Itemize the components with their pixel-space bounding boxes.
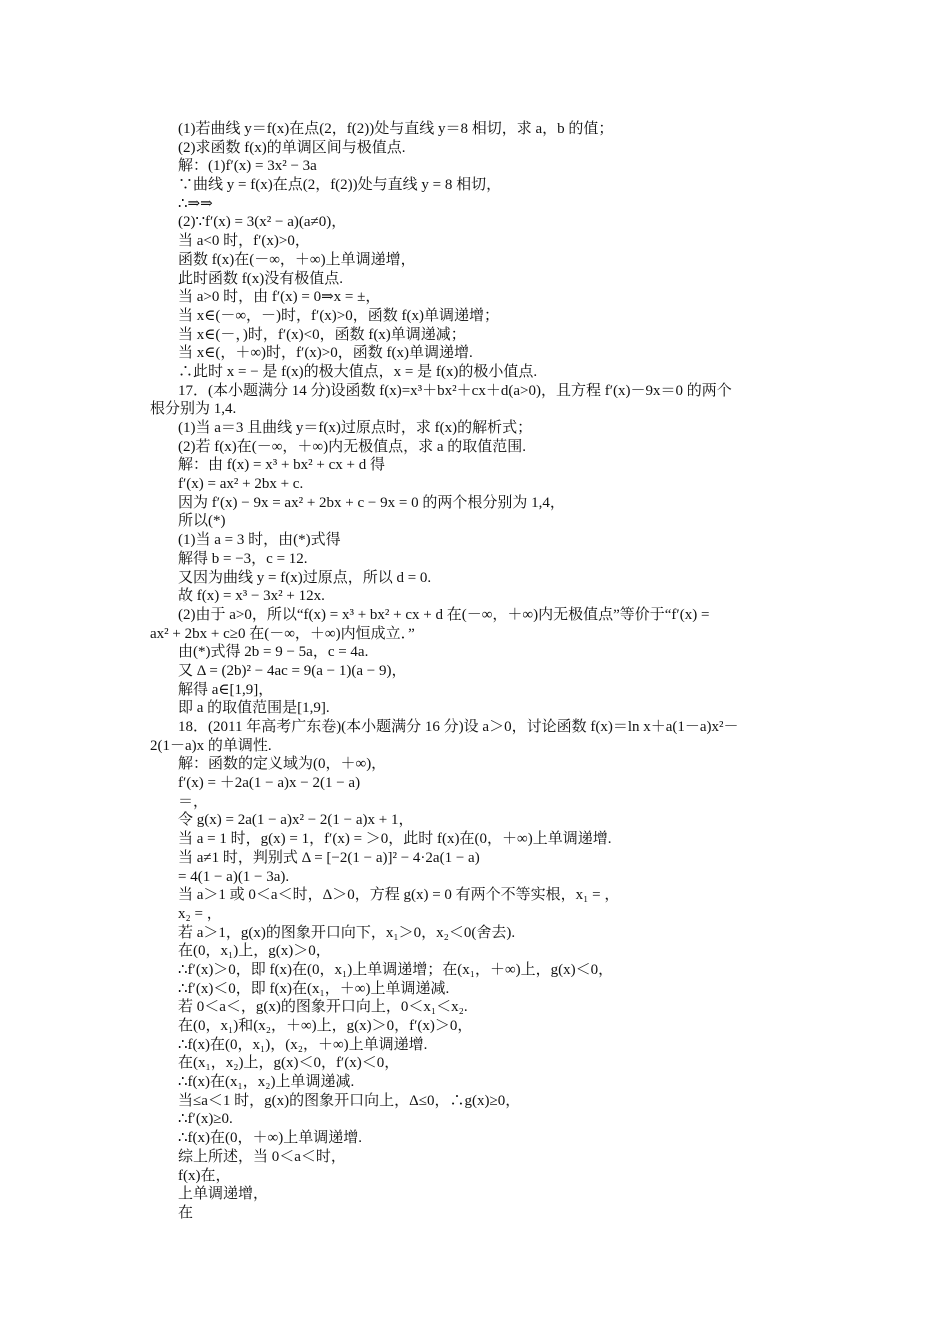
text-line: f′(x) = ax² + 2bx + c. <box>178 476 304 493</box>
text-line: 在(x₁，x₂)上，g(x)＜0，f′(x)＜0， <box>178 1055 400 1072</box>
text-line: 即 a 的取值范围是[1,9]. <box>178 700 330 717</box>
text-line: (2)求函数 f(x)的单调区间与极值点. <box>178 139 406 156</box>
text-line: (1)若曲线 y＝f(x)在点(2，f(2))处与直线 y＝8 相切，求 a，b 的值； <box>178 121 614 137</box>
text-line: 若 0＜a＜，g(x)的图象开口向上，0＜x₁＜x₂. <box>178 999 468 1016</box>
text-line: 当 a＞1 或 0＜a＜时，Δ＞0，方程 g(x) = 0 有两个不等实根，x₁ = ， <box>178 887 620 904</box>
text-line: 因为 f′(x) − 9x = ax² + 2bx + c − 9x = 0 的两个根分别为 1,4， <box>178 494 565 511</box>
text-line: 故 f(x) = x³ − 3x² + 12x. <box>178 588 325 605</box>
text-line: 又因为曲线 y = f(x)过原点，所以 d = 0. <box>178 569 432 586</box>
text-line: 综上所述，当 0＜a＜时， <box>178 1148 346 1165</box>
text-line: 当 a≠1 时，判别式 Δ = [−2(1 − a)]² − 4·2a(1 − a) <box>178 849 480 866</box>
text-line: x₂ = ， <box>178 905 222 922</box>
text-line: 17．(本小题满分 14 分)设函数 f(x)=x³＋bx²＋cx＋d(a>0)，且方程 f′(x)－9x＝0 的两个 <box>178 382 732 399</box>
text-line: 当 a<0 时，f′(x)>0， <box>178 233 310 250</box>
text-line: 当 a = 1 时，g(x) = 1，f′(x) = ＞0，此时 f(x)在(0，＋∞)上单调递增. <box>178 831 612 848</box>
text-line: 解得 b = −3，c = 12. <box>178 550 308 567</box>
text-line: 又 Δ = (2b)² − 4ac = 9(a − 1)(a − 9)， <box>178 662 407 679</box>
text-line: ∴f(x)在(0，x₁)，(x₂，＋∞)上单调递增. <box>178 1036 428 1053</box>
text-line: 此时函数 f(x)没有极值点. <box>178 270 343 287</box>
text-line: (1)当 a＝3 且曲线 y＝f(x)过原点时，求 f(x)的解析式； <box>178 420 533 436</box>
text-line: f(x)在， <box>178 1167 231 1184</box>
text-line: 当≤a＜1 时，g(x)的图象开口向上，Δ≤0，∴g(x)≥0， <box>178 1092 521 1109</box>
text-line: 当 a>0 时，由 f′(x) = 0⇒x = ±， <box>178 289 381 306</box>
text-line: 解：由 f(x) = x³ + bx² + cx + d 得 <box>178 457 385 474</box>
text-line: 函数 f(x)在(－∞，＋∞)上单调递增， <box>178 251 416 268</box>
text-line: 令 g(x) = 2a(1 − a)x² − 2(1 − a)x + 1， <box>178 812 414 829</box>
text-line: f′(x) = ＋2a(1 − a)x − 2(1 − a) <box>178 775 361 792</box>
text-line: 18．(2011 年高考广东卷)(本小题满分 16 分)设 a＞0，讨论函数 f(x)＝ln x＋a(1－a)x²－ <box>178 719 739 735</box>
text-line: (1)当 a = 3 时，由(*)式得 <box>178 532 341 549</box>
text-line: ∴f′(x)≥0. <box>178 1111 233 1128</box>
text-line: ∵曲线 y = f(x)在点(2，f(2))处与直线 y = 8 相切， <box>178 177 502 194</box>
text-line: ∴f(x)在(0，＋∞)上单调递增. <box>178 1130 362 1147</box>
text-line: ∴f(x)在(x₁，x₂)上单调递减. <box>178 1074 355 1091</box>
text-line: 解：(1)f′(x) = 3x² − 3a <box>178 158 317 175</box>
document-body <box>150 120 820 1223</box>
text-line: ∴f′(x)＜0，即 f(x)在(x₁，＋∞)上单调递减. <box>178 980 450 997</box>
text-line: 若 a＞1，g(x)的图象开口向下，x₁＞0，x₂＜0(舍去). <box>178 924 516 941</box>
text-line: ∴此时 x = − 是 f(x)的极大值点，x = 是 f(x)的极小值点. <box>178 363 538 380</box>
text-line: ax² + 2bx + c≥0 在(－∞，＋∞)内恒成立．” <box>150 625 415 642</box>
text-line: ∴⇒⇒ <box>178 195 213 212</box>
text-line: 解得 a∈[1,9]， <box>178 681 274 698</box>
text-line: 在(0，x₁)和(x₂，＋∞)上，g(x)＞0，f′(x)＞0， <box>178 1018 473 1034</box>
text-line: 当 x∈(－∞，－)时，f′(x)>0，函数 f(x)单调递增； <box>178 307 500 324</box>
text-line: 由(*)式得 2b = 9 − 5a，c = 4a. <box>178 644 369 661</box>
text-line: 解：函数的定义域为(0，＋∞)， <box>178 756 387 773</box>
text-line: (2)由于 a>0，所以“f(x) = x³ + bx² + cx + d 在(－∞，＋∞)内无极值点”等价于“f′(x) = <box>178 606 710 623</box>
text-line: 上单调递增， <box>178 1186 269 1203</box>
text-line: 根分别为 1,4. <box>150 401 237 418</box>
text-line: 2(1－a)x 的单调性. <box>150 737 272 754</box>
text-line: 当 x∈(，＋∞)时，f′(x)>0，函数 f(x)单调递增. <box>178 345 473 362</box>
text-line: 所以(*) <box>178 513 226 530</box>
text-line: = 4(1 − a)(1 − 3a). <box>178 868 290 885</box>
text-line: (2)若 f(x)在(－∞，＋∞)内无极值点，求 a 的取值范围. <box>178 438 527 455</box>
text-line: (2)∵f′(x) = 3(x² − a)(a≠0)， <box>178 214 347 231</box>
text-line: ∴f′(x)＞0，即 f(x)在(0，x₁)上单调递增；在(x₁，＋∞)上，g(x)＜0， <box>178 961 614 978</box>
text-line: 在 <box>178 1204 194 1221</box>
text-line: ＝， <box>178 793 209 810</box>
text-line: 在(0，x₁)上，g(x)＞0， <box>178 943 331 960</box>
text-line: 当 x∈(－，)时，f′(x)<0，函数 f(x)单调递减； <box>178 326 466 343</box>
